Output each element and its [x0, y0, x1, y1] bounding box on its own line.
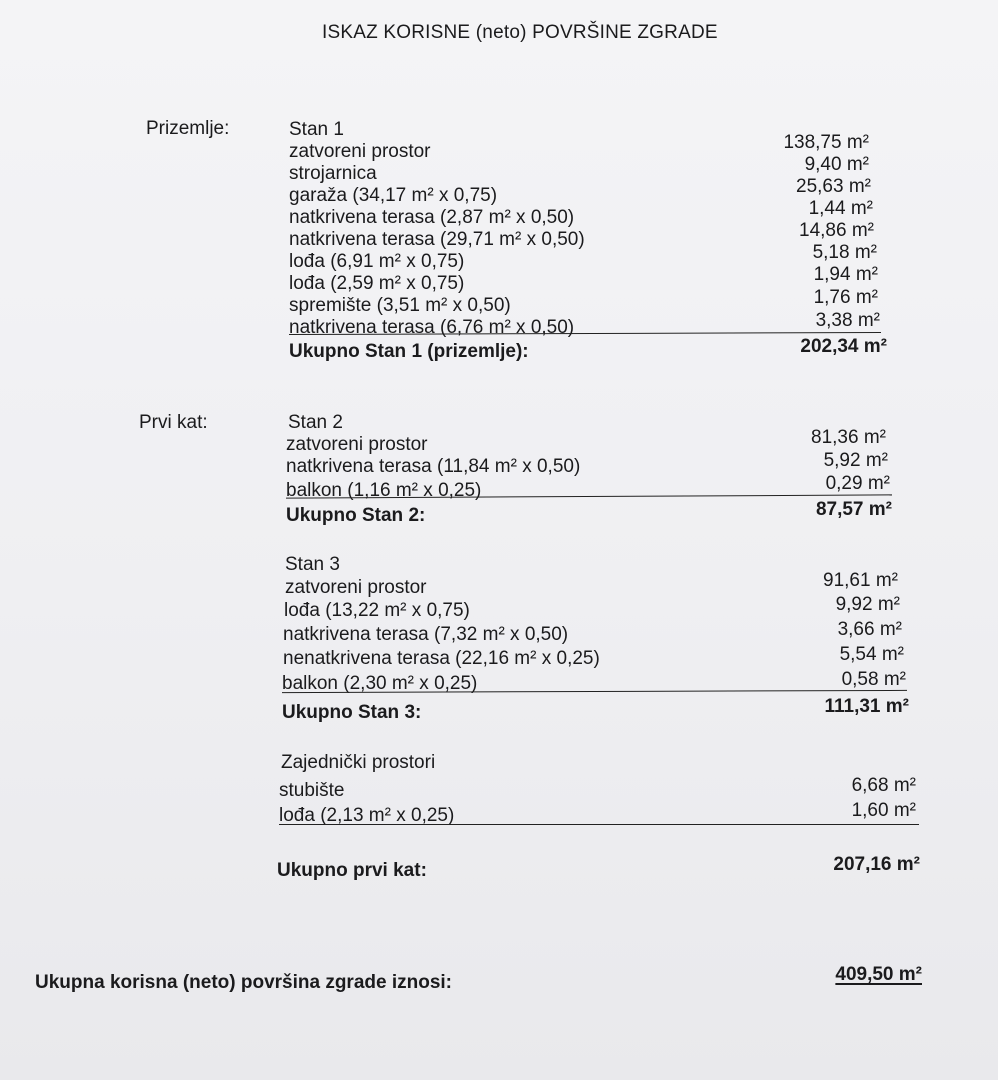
stan3-item-value: 9,92 m² [835, 594, 900, 615]
stan3-item-label: nenatkrivena terasa (22,16 m² x 0,25) [283, 648, 600, 669]
first-floor-total-value: 207,16 m² [833, 854, 920, 875]
grand-total-label: Ukupna korisna (neto) površina zgrade iznosi: [35, 972, 453, 993]
unit-title-stan3: Stan 3 [285, 554, 340, 575]
unit-title-common: Zajednički prostori [281, 752, 436, 773]
floor-label-ground: Prizemlje: [146, 118, 230, 139]
unit-title-stan1: Stan 1 [289, 119, 344, 140]
common-item-label: lođa (2,13 m² x 0,25) [279, 805, 455, 826]
stan1-item-label: natkrivena terasa (6,76 m² x 0,50) [289, 317, 575, 338]
stan1-item-label: lođa (6,91 m² x 0,75) [289, 251, 465, 272]
stan1-item-label: natkrivena terasa (29,71 m² x 0,50) [289, 229, 585, 250]
stan3-item-label: balkon (2,30 m² x 0,25) [282, 673, 478, 694]
stan1-total-value: 202,34 m² [800, 336, 887, 357]
stan3-item-value: 5,54 m² [839, 644, 904, 665]
stan3-item-value: 3,66 m² [837, 619, 902, 640]
stan2-item-value: 0,29 m² [825, 473, 890, 494]
stan1-item-label: spremište (3,51 m² x 0,50) [289, 295, 511, 316]
stan2-total-value: 87,57 m² [815, 499, 892, 520]
stan1-item-value: 138,75 m² [783, 132, 869, 153]
stan1-item-value: 9,40 m² [804, 154, 869, 175]
common-item-value: 6,68 m² [851, 775, 916, 796]
stan3-item-value: 0,58 m² [841, 669, 906, 690]
unit-title-stan2: Stan 2 [288, 412, 343, 433]
first-floor-total-label: Ukupno prvi kat: [277, 860, 427, 881]
grand-total-value: 409,50 m² [835, 964, 922, 985]
stan3-item-label: zatvoreni prostor [285, 577, 427, 598]
stan1-item-label: natkrivena terasa (2,87 m² x 0,50) [289, 207, 575, 228]
stan1-item-label: strojarnica [289, 163, 377, 184]
stan1-item-label: lođa (2,59 m² x 0,75) [289, 273, 465, 294]
stan3-item-value: 91,61 m² [823, 570, 898, 591]
stan1-item-value: 25,63 m² [796, 176, 871, 197]
stan1-item-value: 5,18 m² [812, 242, 877, 263]
stan1-item-value: 14,86 m² [799, 220, 874, 241]
common-item-value: 1,60 m² [851, 800, 916, 821]
stan1-item-label: garaža (34,17 m² x 0,75) [289, 185, 498, 206]
stan1-total-label: Ukupno Stan 1 (prizemlje): [289, 341, 529, 362]
stan3-total-value: 111,31 m² [824, 696, 909, 717]
stan1-item-value: 3,38 m² [815, 310, 880, 331]
stan1-item-value: 1,44 m² [808, 198, 873, 219]
stan3-total-label: Ukupno Stan 3: [282, 702, 422, 723]
stan2-item-label: balkon (1,16 m² x 0,25) [286, 480, 482, 501]
stan2-item-value: 5,92 m² [823, 450, 888, 471]
document-title: ISKAZ KORISNE (neto) POVRŠINE ZGRADE [322, 22, 718, 43]
stan1-item-value: 1,76 m² [813, 287, 878, 308]
stan2-item-label: natkrivena terasa (11,84 m² x 0,50) [286, 456, 581, 477]
common-item-label: stubište [279, 780, 345, 801]
stan2-item-label: zatvoreni prostor [286, 434, 428, 455]
stan2-item-value: 81,36 m² [811, 427, 886, 448]
stan1-item-label: zatvoreni prostor [289, 141, 431, 162]
stan3-item-label: natkrivena terasa (7,32 m² x 0,50) [283, 624, 569, 645]
common-total-rule [279, 824, 919, 825]
stan1-item-value: 1,94 m² [813, 264, 878, 285]
stan2-total-label: Ukupno Stan 2: [286, 505, 426, 526]
stan3-item-label: lođa (13,22 m² x 0,75) [284, 600, 470, 621]
floor-label-first: Prvi kat: [139, 412, 208, 433]
